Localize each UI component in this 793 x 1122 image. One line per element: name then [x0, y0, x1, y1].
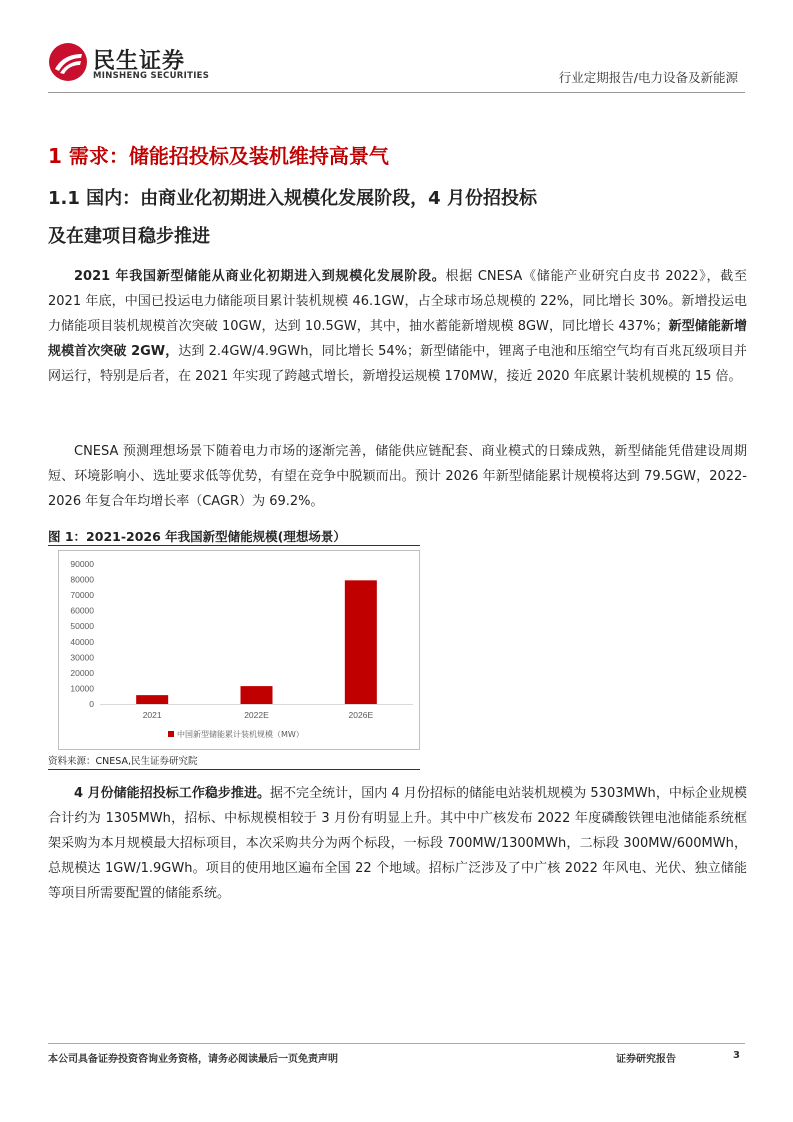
figure-title: 图 1：2021-2026 年我国新型储能规模(理想场景） — [48, 527, 420, 546]
y-tick-label: 80000 — [70, 574, 94, 585]
paragraph-3 — [48, 781, 747, 906]
subsection-heading: 1.1 国内：由商业化初期进入规模化发展阶段，4 月份招投标及在建项目稳步推进 — [48, 188, 537, 247]
paragraph-1-text-a: 根据 CNESA《储能产业研究白皮书 2022》，截至 2021 年底，中国已投运电力储能项目累计装机规模 46.1GW，占全球市场总规模的 22%，同比增长 30%。新增投运电力储能项目装机规模首次突破 10GW，达到 10.5GW，其中，抽水蓄能新增规模 8GW，同比增长 437%； — [48, 269, 747, 334]
y-tick-label: 10000 — [70, 683, 94, 694]
paragraph-2-text: CNESA 预测理想场景下随着电力市场的逐渐完善，储能供应链配套、商业模式的日臻成熟，新型储能凭借建设周期短、环境影响小、选址要求低等优势，有望在竞争中脱颖而出。预计 2026 年新型储能累计规模将达到 79.5GW，2022-2026 年复合年均增长率（CAGR）为 69.2%。 — [48, 444, 747, 509]
y-tick-label: 60000 — [70, 605, 94, 616]
legend-label: 中国新型储能累计装机规模（MW） — [177, 730, 304, 739]
paragraph-1-text-b: 达到 2.4GW/4.9GWh，同比增长 54%；新型储能中，锂离子电池和压缩空气均有百兆瓦级项目并网运行，特别是后者，在 2021 年实现了跨越式增长，新增投运规模 170MW，接近 2020 年底累计装机规模的 15 倍。 — [48, 344, 747, 384]
paragraph-3-text: 据不完全统计，国内 4 月份招标的储能电站装机规模为 5303MWh，中标企业规模合计约为 1305MWh，招标、中标规模相较于 3 月份有明显上升。其中中广核发布 2022 年度磷酸铁锂电池储能系统框架采购为本月规模最大招标项目，本次采购共分为两个标段，一标段 700MW/1300MWh，二标段 300MW/600MWh，总规模达 1GW/1.9GWh。项目的使用地区遍布全国 22 个地域。招标广泛涉及了中广核 2022 年风电、光伏、独立储能等项目所需要配置的储能系统。 — [48, 786, 747, 901]
legend-swatch — [168, 731, 174, 737]
bar-2026E — [345, 580, 377, 704]
brand-name-cn: 民生证券 — [93, 49, 186, 74]
paragraph-1 — [48, 264, 747, 389]
y-tick-label: 40000 — [70, 636, 94, 647]
x-tick-label: 2026E — [348, 710, 374, 720]
x-tick-label: 2022E — [244, 710, 269, 720]
footer-report-label: 证券研究报告 — [616, 1054, 676, 1065]
footer-divider — [48, 1043, 745, 1044]
y-tick-label: 20000 — [70, 667, 94, 678]
footer-disclaimer: 本公司具备证券投资咨询业务资格，请务必阅读最后一页免责声明 — [48, 1054, 338, 1065]
paragraph-2 — [48, 439, 747, 514]
y-tick-label: 70000 — [70, 590, 94, 601]
header-divider — [48, 92, 745, 93]
x-tick-label: 2021 — [142, 710, 162, 720]
paragraph-1-highlight: 新型储能新增规模首次突破 2GW， — [48, 319, 747, 359]
y-tick-label: 90000 — [70, 559, 94, 569]
figure-source: 资料来源：CNESA,民生证券研究院 — [48, 753, 420, 770]
brand-name-en: MINSHENG SECURITIES — [93, 71, 210, 81]
paragraph-3-lead: 4 月份储能招投标工作稳步推进。 — [74, 786, 270, 801]
page-number: 3 — [733, 1050, 740, 1061]
page-header — [0, 0, 793, 95]
y-tick-label: 0 — [89, 699, 94, 709]
bar-2022E — [241, 686, 273, 704]
bar-2021 — [136, 695, 168, 704]
figure-chart — [58, 550, 420, 750]
paragraph-1-lead: 2021 年我国新型储能从商业化初期进入到规模化发展阶段。 — [74, 269, 446, 284]
report-type: 行业定期报告/电力设备及新能源 — [558, 70, 738, 85]
minsheng-logo-icon — [48, 42, 88, 82]
y-tick-label: 30000 — [70, 652, 94, 663]
section-heading: 1 需求：储能招投标及装机维持高景气 — [48, 144, 389, 168]
y-tick-label: 50000 — [70, 621, 94, 632]
bar-chart — [58, 550, 420, 750]
